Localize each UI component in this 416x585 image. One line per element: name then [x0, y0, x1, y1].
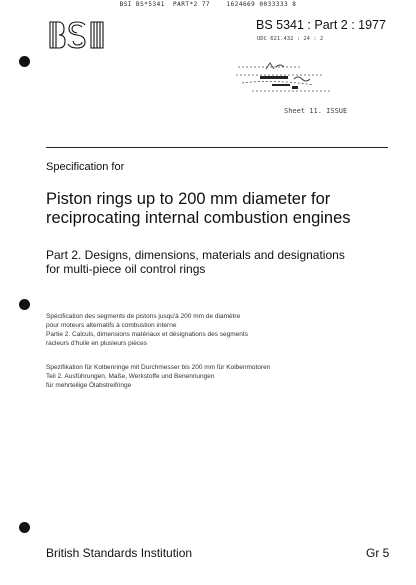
punch-hole-top [19, 56, 30, 67]
organization-name: British Standards Institution [46, 546, 193, 560]
header-rule [46, 147, 388, 148]
udc-code: UDC 621.432 : 24 : 2 [257, 36, 324, 42]
specification-label: Specification for [46, 161, 125, 173]
punch-hole-middle [19, 299, 30, 310]
scan-header: BSI BS*5341 PART*2 77 1624669 0033333 8 [119, 1, 297, 8]
german-line: für mehrteilige Ölabstreifringe [46, 382, 132, 389]
german-line: Spezifikation für Kolbenringe mit Durchmesser bis 200 mm für Kolbenmotoren [46, 364, 271, 371]
french-title [46, 312, 391, 348]
part-title [46, 248, 391, 276]
price-group: Gr 5 [366, 546, 390, 560]
french-line: Partie 2. Calculs, dimensions matériaux et désignations des segments [46, 331, 248, 338]
bsi-logo [47, 20, 107, 50]
stamp-text: Sheet 11. ISSUE [284, 107, 348, 115]
french-line: Spécification des segments de pistons jusqu'à 200 mm de diamètre [46, 313, 241, 320]
punch-hole-bottom [19, 522, 30, 533]
part-line: for multi-piece oil control rings [46, 262, 206, 276]
standard-number: BS 5341 : Part 2 : 1977 [256, 18, 386, 32]
library-stamp [232, 55, 352, 121]
german-title [46, 363, 391, 390]
french-line: pour moteurs alternatifs à combustion interne [46, 322, 177, 329]
title-line: Piston rings up to 200 mm diameter for [46, 190, 331, 208]
document-title [46, 190, 391, 228]
part-line: Part 2. Designs, dimensions, materials and designations [46, 248, 345, 262]
french-line: racleurs d'huile en plusieurs pièces [46, 340, 147, 347]
german-line: Teil 2. Ausführungen, Maße, Werkstoffe und Benennungen [46, 373, 215, 380]
title-line: reciprocating internal combustion engines [46, 209, 351, 227]
